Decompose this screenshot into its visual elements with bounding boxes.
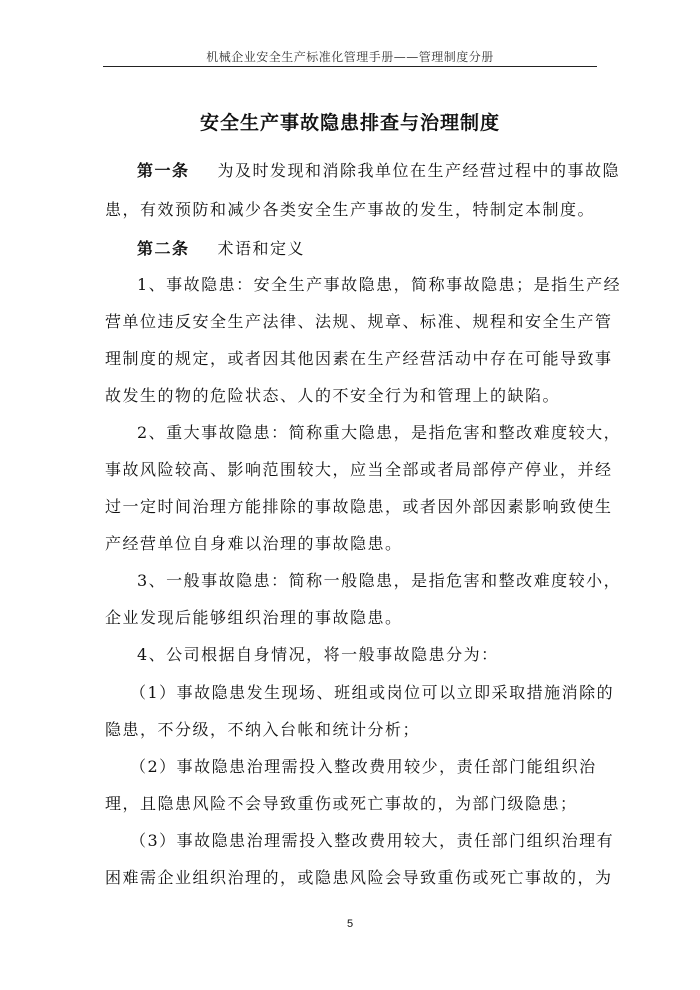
definition-2-line-4: 产经营单位自身难以治理的事故隐患。: [105, 534, 403, 553]
definition-2-line-1: 2、重大事故隐患：简称重大隐患，是指危害和整改难度较大，: [137, 423, 622, 442]
document-title: 安全生产事故隐患排查与治理制度: [199, 112, 500, 134]
sub-item-2-line-1: （2）事故隐患治理需投入整改费用较少，责任部门能组织治: [130, 757, 597, 776]
sub-item-3-line-1: （3）事故隐患治理需投入整改费用较大，责任部门组织治理有: [130, 831, 615, 850]
article-2-heading: 术语和定义: [217, 239, 306, 258]
article-2-line: [137, 236, 305, 259]
sub-item-1-line-2: 隐患，不分级，不纳入台帐和统计分析；: [105, 720, 421, 739]
definition-2-line-2: 事故风险较高、影响范围较大，应当全部或者局部停产停业，并经: [105, 460, 613, 479]
definition-1-line-1: 1、事故隐患：安全生产事故隐患，简称事故隐患；是指生产经: [137, 275, 622, 294]
article-1-line-2: 患，有效预防和减少各类安全生产事故的发生，特制定本制度。: [105, 200, 596, 219]
page-number: 5: [346, 918, 354, 930]
article-2-label: 第二条: [137, 239, 190, 258]
article-1-first-line: [137, 158, 620, 181]
definition-4-line-1: 4、公司根据自身情况，将一般事故隐患分为：: [137, 645, 499, 664]
definition-1-line-3: 理制度的规定，或者因其他因素在生产经营活动中存在可能导致事: [105, 349, 613, 368]
definition-3-line-2: 企业发现后能够组织治理的事故隐患。: [105, 608, 403, 627]
article-1-text: 为及时发现和消除我单位在生产经营过程中的事故隐: [217, 161, 621, 180]
sub-item-3-line-2: 困难需企业组织治理的，或隐患风险会导致重伤或死亡事故的，为: [105, 868, 613, 887]
article-1-label: 第一条: [137, 161, 190, 180]
header-divider: [103, 66, 597, 67]
definition-1-line-2: 营单位违反安全生产法律、法规、规章、标准、规程和安全生产管: [105, 312, 613, 331]
definition-3-line-1: 3、一般事故隐患：简称一般隐患，是指危害和整改难度较小，: [137, 571, 622, 590]
definition-1-line-4: 故发生的物的危险状态、人的不安全行为和管理上的缺陷。: [105, 386, 561, 405]
page-header: 机械企业安全生产标准化管理手册——管理制度分册: [206, 50, 494, 64]
sub-item-1-line-1: （1）事故隐患发生现场、班组或岗位可以立即采取措施消除的: [130, 683, 615, 702]
definition-2-line-3: 过一定时间治理方能排除的事故隐患，或者因外部因素影响致使生: [105, 497, 613, 516]
sub-item-2-line-2: 理，且隐患风险不会导致重伤或死亡事故的，为部门级隐患；: [105, 794, 578, 813]
